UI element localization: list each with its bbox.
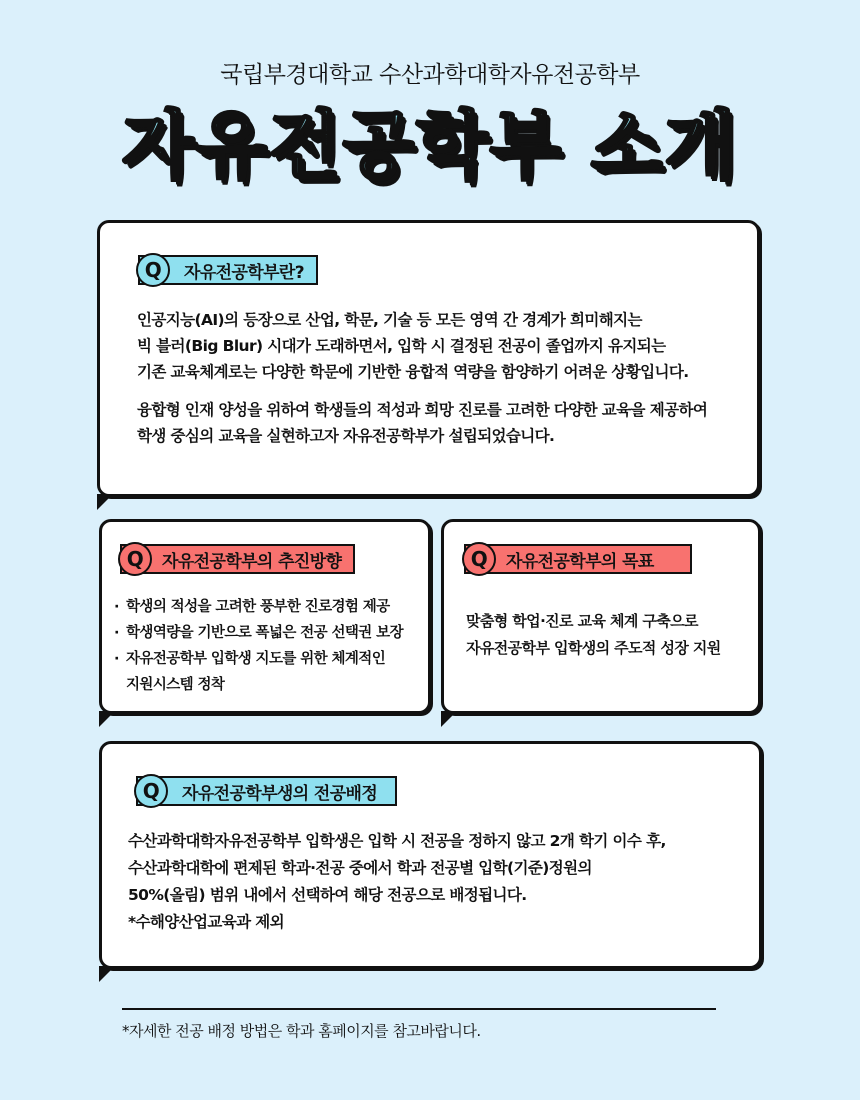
direction-heading-label (120, 544, 355, 574)
intro-body (137, 307, 707, 449)
assignment-body (128, 828, 666, 936)
direction-item: · 학생의 적성을 고려한 풍부한 진로경험 제공 (114, 594, 403, 620)
assignment-line: 수산과학대학에 편제된 학과·전공 중에서 학과 전공별 입학(기준)정원의 (128, 859, 592, 877)
page-subtitle: 국립부경대학교 수산과학대학자유전공학부 (220, 62, 640, 88)
page-title: 자유전공학부 소개 (122, 103, 738, 189)
intro-line: 인공지능(AI)의 등장으로 산업, 학문, 기술 등 모든 영역 간 경계가 희미해지는 (137, 311, 642, 329)
assignment-heading-label (136, 776, 397, 806)
goal-line: 자유전공학부 입학생의 주도적 성장 지원 (466, 639, 721, 657)
q-badge-icon: Q (136, 253, 170, 287)
intro-line: 학생 중심의 교육을 실현하고자 자유전공학부가 설립되었습니다. (137, 427, 555, 445)
direction-item: · 학생역량을 기반으로 폭넓은 전공 선택권 보장 (114, 620, 403, 646)
direction-item: · 자유전공학부 입학생 지도를 위한 체계적인 (114, 646, 403, 672)
goal-heading: 자유전공학부의 목표 (506, 551, 654, 572)
q-badge-icon: Q (462, 542, 496, 576)
q-badge-icon: Q (118, 542, 152, 576)
assignment-note: *수해양산업교육과 제외 (128, 913, 285, 931)
goal-line: 맞춤형 학업·진로 교육 체계 구축으로 (466, 612, 698, 630)
goal-body (466, 608, 721, 662)
intro-line: 빅 블러(Big Blur) 시대가 도래하면서, 입학 시 결정된 전공이 졸업까지 유지되는 (137, 337, 666, 355)
assignment-line: 50%(올림) 범위 내에서 선택하여 해당 전공으로 배정됩니다. (128, 886, 527, 904)
direction-body (114, 594, 403, 698)
intro-heading-label (138, 255, 318, 285)
direction-card (99, 519, 431, 714)
footnote: *자세한 전공 배정 방법은 학과 홈페이지를 참고바랍니다. (122, 1022, 481, 1040)
assignment-card (99, 741, 762, 969)
direction-heading: 자유전공학부의 추진방향 (162, 551, 342, 572)
intro-line: 융합형 인재 양성을 위하여 학생들의 적성과 희망 진로를 고려한 다양한 교육을 제공하여 (137, 401, 708, 419)
assignment-line: 수산과학대학자유전공학부 입학생은 입학 시 전공을 정하지 않고 2개 학기 이수 후, (128, 832, 666, 850)
goal-card (441, 519, 761, 714)
intro-heading: 자유전공학부란? (184, 262, 305, 283)
assignment-heading: 자유전공학부생의 전공배정 (182, 783, 378, 804)
goal-heading-label (464, 544, 692, 574)
q-badge-icon: Q (134, 774, 168, 808)
intro-card (97, 220, 760, 497)
direction-item-continued: 지원시스템 정착 (126, 677, 225, 693)
footer-divider (122, 1008, 716, 1010)
intro-line: 기존 교육체계로는 다양한 학문에 기반한 융합적 역량을 함양하기 어려운 상황입니다. (137, 363, 689, 381)
